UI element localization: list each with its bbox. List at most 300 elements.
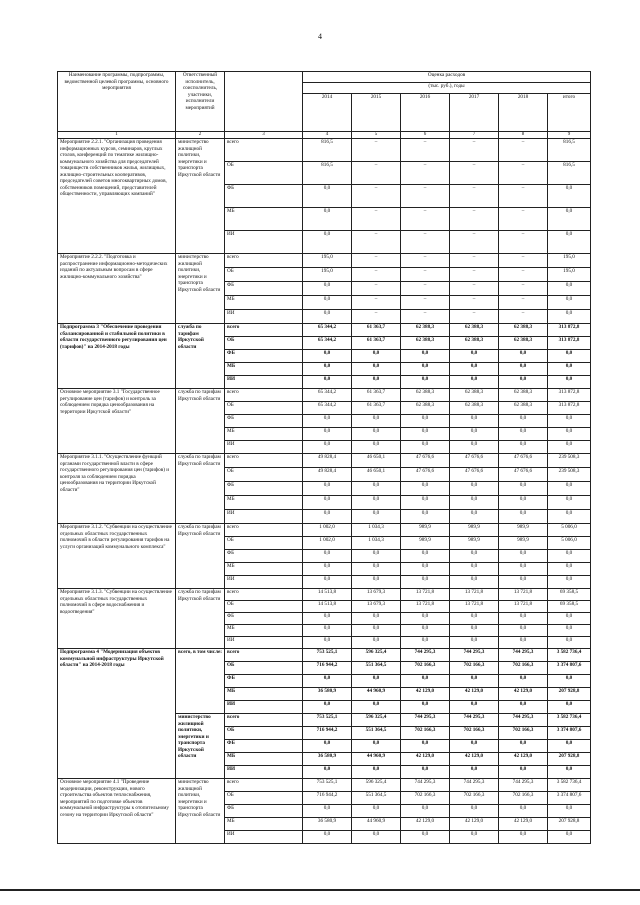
column-index: 8 <box>499 132 548 139</box>
year-value-cell: 0,0 <box>499 701 548 714</box>
year-value-cell: – <box>352 310 401 324</box>
year-value-cell: 0,0 <box>303 482 352 496</box>
year-value-cell: 0,0 <box>303 576 352 589</box>
total-value-cell: 69 358,5 <box>548 601 591 613</box>
total-value-cell: 816,5 <box>548 139 591 162</box>
responsible-cell: министерство жилищной политики, энергетики и транспорта Иркутской области <box>176 139 225 254</box>
year-value-cell: 744 295,3 <box>401 779 450 792</box>
expenses-table <box>57 71 591 844</box>
year-value-cell: 0,0 <box>303 310 352 324</box>
year-value-cell: 0,0 <box>352 637 401 649</box>
total-value-cell: 3 374 807,6 <box>548 792 591 805</box>
funding-source-cell: ФБ <box>225 805 303 818</box>
funding-source-cell: ФБ <box>225 482 303 496</box>
total-value-cell: 0,0 <box>548 613 591 625</box>
funding-source-cell: ОБ <box>225 537 303 550</box>
year-value-cell: 702 166,3 <box>401 662 450 675</box>
year-value-cell: 65 344,2 <box>303 402 352 415</box>
funding-source-cell: ОБ <box>225 402 303 415</box>
year-value-cell: 0,0 <box>303 563 352 576</box>
year-value-cell: 13 721,8 <box>401 601 450 613</box>
year-value-cell: 0,0 <box>450 496 499 510</box>
year-value-cell: 61 363,7 <box>352 402 401 415</box>
year-value-cell: 62 388,3 <box>499 402 548 415</box>
column-index: 1 <box>58 132 176 139</box>
year-value-cell: 744 295,3 <box>401 649 450 662</box>
table-row <box>58 254 591 268</box>
funding-source-cell: ФБ <box>225 350 303 363</box>
year-value-cell: – <box>401 310 450 324</box>
year-value-cell: 0,0 <box>450 613 499 625</box>
year-value-cell: 44 960,9 <box>352 818 401 831</box>
year-value-cell: 989,9 <box>499 537 548 550</box>
total-value-cell: 0,0 <box>548 482 591 496</box>
year-value-cell: 0,0 <box>401 675 450 688</box>
year-value-cell: 62 388,3 <box>401 324 450 337</box>
program-name-cell: Мероприятие 2.2.2. "Подготовка и распространение информационно-методических изданий по актуальным вопросам в сфере жилищно-коммунального хозяйства" <box>58 254 176 324</box>
year-value-cell: – <box>499 268 548 282</box>
year-value-cell: 0,0 <box>352 766 401 779</box>
year-value-cell: 0,0 <box>450 363 499 376</box>
total-value-cell: 195,0 <box>548 254 591 268</box>
year-value-cell: 0,0 <box>352 482 401 496</box>
total-value-cell: 207 928,8 <box>548 818 591 831</box>
year-value-cell: 551 364,5 <box>352 662 401 675</box>
header-unit: (тыс. руб.), годы <box>303 83 591 94</box>
year-value-cell: 13 721,8 <box>450 589 499 601</box>
responsible-cell: министерство жилищной политики, энергетики и транспорта Иркутской области <box>176 779 225 844</box>
total-value-cell: 0,0 <box>548 441 591 454</box>
funding-source-cell: ОБ <box>225 268 303 282</box>
year-value-cell: 0,0 <box>450 637 499 649</box>
funding-source-cell: ИИ <box>225 701 303 714</box>
year-value-cell: – <box>352 139 401 162</box>
responsible-cell: служба по тарифам Иркутской области <box>176 454 225 524</box>
year-value-cell: 551 364,5 <box>352 792 401 805</box>
year-value-cell: 0,0 <box>401 550 450 563</box>
year-value-cell: 989,9 <box>401 537 450 550</box>
funding-source-cell: МБ <box>225 208 303 231</box>
funding-source-cell: ОБ <box>225 468 303 482</box>
year-value-cell: 62 388,3 <box>450 402 499 415</box>
year-value-cell: 0,0 <box>352 701 401 714</box>
year-value-cell: 0,0 <box>303 625 352 637</box>
year-value-cell: 44 960,9 <box>352 688 401 701</box>
total-value-cell: 0,0 <box>548 701 591 714</box>
program-name-cell: Подпрограмма 4 "Модернизация объектов коммунальной инфраструктуры Иркутской области" на 2014-2018 годы <box>58 649 176 779</box>
year-value-cell: – <box>450 208 499 231</box>
program-name-cell: Основное мероприятие 3.1 "Государственное регулирование цен (тарифов) и контроль за соблюдением порядка ценообразования на территории Иркутской области" <box>58 389 176 454</box>
year-value-cell: 0,0 <box>450 701 499 714</box>
year-value-cell: 753 525,1 <box>303 779 352 792</box>
total-value-cell: 313 872,8 <box>548 337 591 350</box>
total-value-cell: 3 582 736,4 <box>548 714 591 727</box>
total-value-cell: 0,0 <box>548 428 591 441</box>
year-value-cell: – <box>450 254 499 268</box>
year-value-cell: 195,0 <box>303 268 352 282</box>
responsible-cell: министерство жилищной политики, энергетики и транспорта Иркутской области <box>176 254 225 324</box>
year-value-cell: 0,0 <box>352 510 401 524</box>
year-value-cell: – <box>352 254 401 268</box>
year-value-cell: 0,0 <box>401 637 450 649</box>
year-value-cell: – <box>352 282 401 296</box>
year-value-cell: 0,0 <box>499 675 548 688</box>
responsible-cell: служба по тарифам Иркутской области <box>176 389 225 454</box>
year-value-cell: 0,0 <box>450 740 499 753</box>
year-value-cell: 596 325,4 <box>352 649 401 662</box>
year-value-cell: 0,0 <box>450 625 499 637</box>
funding-source-cell: ИИ <box>225 831 303 844</box>
funding-source-cell: ИИ <box>225 441 303 454</box>
column-index-row <box>58 132 591 139</box>
year-value-cell: – <box>401 282 450 296</box>
column-index: 3 <box>225 132 303 139</box>
funding-source-cell: ИИ <box>225 766 303 779</box>
year-value-cell: – <box>499 139 548 162</box>
year-value-cell: 0,0 <box>401 625 450 637</box>
year-value-cell: 61 363,7 <box>352 337 401 350</box>
year-value-cell: 61 363,7 <box>352 324 401 337</box>
year-value-cell: 0,0 <box>499 363 548 376</box>
funding-source-cell: всего <box>225 714 303 727</box>
year-value-cell: 62 388,3 <box>450 389 499 402</box>
funding-source-cell: ОБ <box>225 792 303 805</box>
year-value-cell: 0,0 <box>499 415 548 428</box>
year-value-cell: 0,0 <box>303 441 352 454</box>
year-value-cell: 744 295,3 <box>499 649 548 662</box>
year-value-cell: – <box>450 310 499 324</box>
year-value-cell: 716 944,2 <box>303 662 352 675</box>
year-value-cell: – <box>450 139 499 162</box>
year-value-cell: 46 650,1 <box>352 468 401 482</box>
year-value-cell: – <box>401 185 450 208</box>
year-value-cell: 0,0 <box>303 550 352 563</box>
total-value-cell: 0,0 <box>548 496 591 510</box>
year-value-cell: 0,0 <box>303 831 352 844</box>
table-row <box>58 524 591 537</box>
year-value-cell: 13 721,8 <box>499 589 548 601</box>
year-value-cell: 0,0 <box>401 766 450 779</box>
funding-source-cell: всего <box>225 389 303 402</box>
year-value-cell: 0,0 <box>303 185 352 208</box>
year-value-cell: 0,0 <box>352 831 401 844</box>
total-value-cell: 0,0 <box>548 208 591 231</box>
column-index: 7 <box>450 132 499 139</box>
header-total: итого <box>548 94 591 132</box>
year-value-cell: 0,0 <box>303 766 352 779</box>
funding-source-cell: ФБ <box>225 675 303 688</box>
year-value-cell: 62 388,3 <box>450 324 499 337</box>
total-value-cell: 0,0 <box>548 625 591 637</box>
funding-source-cell: ИИ <box>225 637 303 649</box>
year-value-cell: 0,0 <box>450 415 499 428</box>
year-value-cell: 62 388,3 <box>499 337 548 350</box>
year-value-cell: 42 129,0 <box>450 753 499 766</box>
year-value-cell: 47 676,6 <box>401 468 450 482</box>
year-value-cell: 0,0 <box>499 550 548 563</box>
year-value-cell: 744 295,3 <box>499 779 548 792</box>
year-value-cell: 989,9 <box>450 524 499 537</box>
total-value-cell: 0,0 <box>548 296 591 310</box>
year-value-cell: – <box>352 296 401 310</box>
total-value-cell: 313 872,8 <box>548 402 591 415</box>
funding-source-cell: ФБ <box>225 282 303 296</box>
funding-source-cell: МБ <box>225 753 303 766</box>
year-value-cell: 0,0 <box>401 482 450 496</box>
total-value-cell: 69 358,5 <box>548 589 591 601</box>
year-value-cell: – <box>450 162 499 185</box>
year-value-cell: – <box>499 282 548 296</box>
year-value-cell: 47 676,6 <box>401 454 450 468</box>
total-value-cell: 195,0 <box>548 268 591 282</box>
year-value-cell: 0,0 <box>303 613 352 625</box>
total-value-cell: 0,0 <box>548 231 591 254</box>
year-value-cell: 0,0 <box>401 415 450 428</box>
year-value-cell: 0,0 <box>352 550 401 563</box>
funding-source-cell: ФБ <box>225 740 303 753</box>
year-value-cell: 0,0 <box>352 441 401 454</box>
funding-source-cell: ИИ <box>225 576 303 589</box>
funding-source-cell: ФБ <box>225 185 303 208</box>
header-source-column <box>225 72 303 132</box>
year-value-cell: 44 960,9 <box>352 753 401 766</box>
page-number: 4 <box>318 32 322 41</box>
year-value-cell: 702 166,3 <box>499 792 548 805</box>
year-value-cell: 0,0 <box>352 563 401 576</box>
year-value-cell: 989,9 <box>499 524 548 537</box>
year-value-cell: 0,0 <box>303 637 352 649</box>
funding-source-cell: всего <box>225 324 303 337</box>
year-value-cell: 61 363,7 <box>352 389 401 402</box>
year-value-cell: 0,0 <box>450 550 499 563</box>
year-value-cell: 62 388,3 <box>401 402 450 415</box>
responsible-cell: служба по тарифам Иркутской области <box>176 324 225 389</box>
year-value-cell: 0,0 <box>303 701 352 714</box>
total-value-cell: 0,0 <box>548 376 591 389</box>
column-index: 6 <box>401 132 450 139</box>
year-value-cell: 0,0 <box>352 496 401 510</box>
funding-source-cell: ИИ <box>225 376 303 389</box>
total-value-cell: 0,0 <box>548 675 591 688</box>
funding-source-cell: ОБ <box>225 662 303 675</box>
year-value-cell: 0,0 <box>499 428 548 441</box>
year-value-cell: 65 344,2 <box>303 389 352 402</box>
year-value-cell: – <box>450 268 499 282</box>
funding-source-cell: ФБ <box>225 613 303 625</box>
funding-source-cell: всего <box>225 649 303 662</box>
year-value-cell: – <box>499 296 548 310</box>
year-value-cell: – <box>499 185 548 208</box>
year-value-cell: 744 295,3 <box>401 714 450 727</box>
year-value-cell: 702 166,3 <box>401 727 450 740</box>
total-value-cell: 5 006,0 <box>548 524 591 537</box>
funding-source-cell: ИИ <box>225 231 303 254</box>
year-value-cell: 744 295,3 <box>499 714 548 727</box>
year-value-cell: 0,0 <box>352 740 401 753</box>
year-value-cell: 0,0 <box>450 805 499 818</box>
year-value-cell: 0,0 <box>450 831 499 844</box>
year-value-cell: 0,0 <box>303 296 352 310</box>
year-value-cell: 0,0 <box>352 576 401 589</box>
year-value-cell: – <box>450 231 499 254</box>
year-value-cell: 0,0 <box>499 576 548 589</box>
year-value-cell: 13 721,8 <box>401 589 450 601</box>
year-value-cell: 702 166,3 <box>450 662 499 675</box>
total-value-cell: 0,0 <box>548 550 591 563</box>
year-value-cell: 42 129,0 <box>499 753 548 766</box>
year-value-cell: 753 525,1 <box>303 649 352 662</box>
year-value-cell: – <box>499 162 548 185</box>
year-value-cell: 49 828,4 <box>303 454 352 468</box>
total-value-cell: 3 582 736,4 <box>548 779 591 792</box>
year-value-cell: 0,0 <box>401 576 450 589</box>
total-value-cell: 0,0 <box>548 766 591 779</box>
funding-source-cell: ФБ <box>225 550 303 563</box>
funding-source-cell: ОБ <box>225 337 303 350</box>
year-value-cell: 0,0 <box>352 613 401 625</box>
year-value-cell: – <box>401 162 450 185</box>
year-value-cell: 716 944,2 <box>303 727 352 740</box>
funding-source-cell: МБ <box>225 688 303 701</box>
table-row <box>58 454 591 468</box>
year-value-cell: 0,0 <box>499 805 548 818</box>
year-value-cell: 551 364,5 <box>352 727 401 740</box>
year-value-cell: 0,0 <box>450 766 499 779</box>
year-value-cell: 1 002,0 <box>303 524 352 537</box>
year-value-cell: 0,0 <box>450 576 499 589</box>
year-value-cell: – <box>450 282 499 296</box>
year-value-cell: 0,0 <box>499 613 548 625</box>
year-value-cell: 0,0 <box>352 805 401 818</box>
total-value-cell: 0,0 <box>548 282 591 296</box>
year-value-cell: 0,0 <box>352 376 401 389</box>
year-value-cell: 0,0 <box>450 563 499 576</box>
year-value-cell: 0,0 <box>450 441 499 454</box>
year-value-cell: – <box>352 185 401 208</box>
year-value-cell: 702 166,3 <box>401 792 450 805</box>
table-row <box>58 589 591 601</box>
year-value-cell: 0,0 <box>303 496 352 510</box>
header-year: 2015 <box>352 94 401 132</box>
year-value-cell: 0,0 <box>450 350 499 363</box>
year-value-cell: 14 513,8 <box>303 589 352 601</box>
year-value-cell: 0,0 <box>499 482 548 496</box>
year-value-cell: 816,5 <box>303 162 352 185</box>
year-value-cell: 0,0 <box>352 625 401 637</box>
table-row <box>58 779 591 792</box>
page-bottom-rule <box>0 889 640 891</box>
year-value-cell: 753 525,1 <box>303 714 352 727</box>
year-value-cell: 702 166,3 <box>499 727 548 740</box>
year-value-cell: – <box>401 231 450 254</box>
column-index: 4 <box>303 132 352 139</box>
column-index: 2 <box>176 132 225 139</box>
year-value-cell: 42 129,0 <box>499 688 548 701</box>
total-value-cell: 207 928,8 <box>548 688 591 701</box>
year-value-cell: 65 344,2 <box>303 337 352 350</box>
total-value-cell: 0,0 <box>548 805 591 818</box>
year-value-cell: 0,0 <box>303 740 352 753</box>
funding-source-cell: всего <box>225 524 303 537</box>
year-value-cell: – <box>499 254 548 268</box>
funding-source-cell: ИИ <box>225 510 303 524</box>
total-value-cell: 0,0 <box>548 310 591 324</box>
year-value-cell: 36 580,9 <box>303 753 352 766</box>
funding-source-cell: ОБ <box>225 162 303 185</box>
year-value-cell: 49 828,4 <box>303 468 352 482</box>
year-value-cell: – <box>401 208 450 231</box>
year-value-cell: 0,0 <box>352 428 401 441</box>
year-value-cell: 0,0 <box>352 415 401 428</box>
year-value-cell: 816,5 <box>303 139 352 162</box>
program-name-cell: Мероприятие 3.1.1. "Осуществление функций органами государственной власти в сфере государственного регулирования цен (тарифов) и контроля за соблюдением порядка ценообразования на территории Иркутской области" <box>58 454 176 524</box>
header-year: 2018 <box>499 94 548 132</box>
year-value-cell: 42 129,0 <box>401 818 450 831</box>
year-value-cell: – <box>450 296 499 310</box>
year-value-cell: 42 129,0 <box>450 818 499 831</box>
total-value-cell: 0,0 <box>548 185 591 208</box>
funding-source-cell: МБ <box>225 496 303 510</box>
year-value-cell: 0,0 <box>303 363 352 376</box>
total-value-cell: 313 872,8 <box>548 324 591 337</box>
year-value-cell: 62 388,3 <box>401 337 450 350</box>
table-row <box>58 649 591 662</box>
total-value-cell: 0,0 <box>548 415 591 428</box>
year-value-cell: – <box>450 185 499 208</box>
year-value-cell: – <box>499 231 548 254</box>
year-value-cell: 0,0 <box>450 376 499 389</box>
year-value-cell: 0,0 <box>401 496 450 510</box>
year-value-cell: 0,0 <box>499 625 548 637</box>
year-value-cell: – <box>401 139 450 162</box>
header-year: 2016 <box>401 94 450 132</box>
funding-source-cell: ФБ <box>225 415 303 428</box>
funding-source-cell: МБ <box>225 818 303 831</box>
funding-source-cell: всего <box>225 454 303 468</box>
funding-source-cell: МБ <box>225 625 303 637</box>
year-value-cell: 0,0 <box>499 350 548 363</box>
program-name-cell: Подпрограмма 3 "Обеспечение проведения сбалансированной и стабильной политики в области государственного регулирования цен (тарифов)" на 2014-2018 годы <box>58 324 176 389</box>
year-value-cell: 0,0 <box>352 675 401 688</box>
funding-source-cell: всего <box>225 779 303 792</box>
year-value-cell: 47 676,6 <box>450 468 499 482</box>
year-value-cell: 596 325,4 <box>352 714 401 727</box>
year-value-cell: 0,0 <box>499 740 548 753</box>
program-name-cell: Основное мероприятие 4.1 "Проведение модернизации, реконструкции, нового строительства объектов теплоснабжения, мероприятий по подготовке объектов коммунальной инфраструктуры к отопительному сезону на территории Иркутской области" <box>58 779 176 844</box>
header-year: 2014 <box>303 94 352 132</box>
year-value-cell: 0,0 <box>352 363 401 376</box>
funding-source-cell: всего <box>225 589 303 601</box>
year-value-cell: 0,0 <box>401 831 450 844</box>
year-value-cell: 47 676,6 <box>450 454 499 468</box>
year-value-cell: 0,0 <box>401 701 450 714</box>
funding-source-cell: МБ <box>225 428 303 441</box>
total-value-cell: 0,0 <box>548 350 591 363</box>
year-value-cell: 0,0 <box>401 428 450 441</box>
year-value-cell: 0,0 <box>499 831 548 844</box>
program-name-cell: Мероприятие 3.1.3. "Субвенции на осуществление отдельных областных государственных полномочий в сфере водоснабжения и водоотведения" <box>58 589 176 649</box>
year-value-cell: 0,0 <box>499 766 548 779</box>
year-value-cell: 716 944,2 <box>303 792 352 805</box>
header-year: 2017 <box>450 94 499 132</box>
year-value-cell: 62 388,3 <box>499 389 548 402</box>
header-name-column: Наименование программы, подпрограммы, ведомственной целевой программы, основного мероприятия <box>58 72 176 132</box>
year-value-cell: – <box>401 268 450 282</box>
year-value-cell: 195,0 <box>303 254 352 268</box>
year-value-cell: 0,0 <box>401 441 450 454</box>
year-value-cell: 0,0 <box>303 428 352 441</box>
year-value-cell: 42 129,0 <box>401 688 450 701</box>
